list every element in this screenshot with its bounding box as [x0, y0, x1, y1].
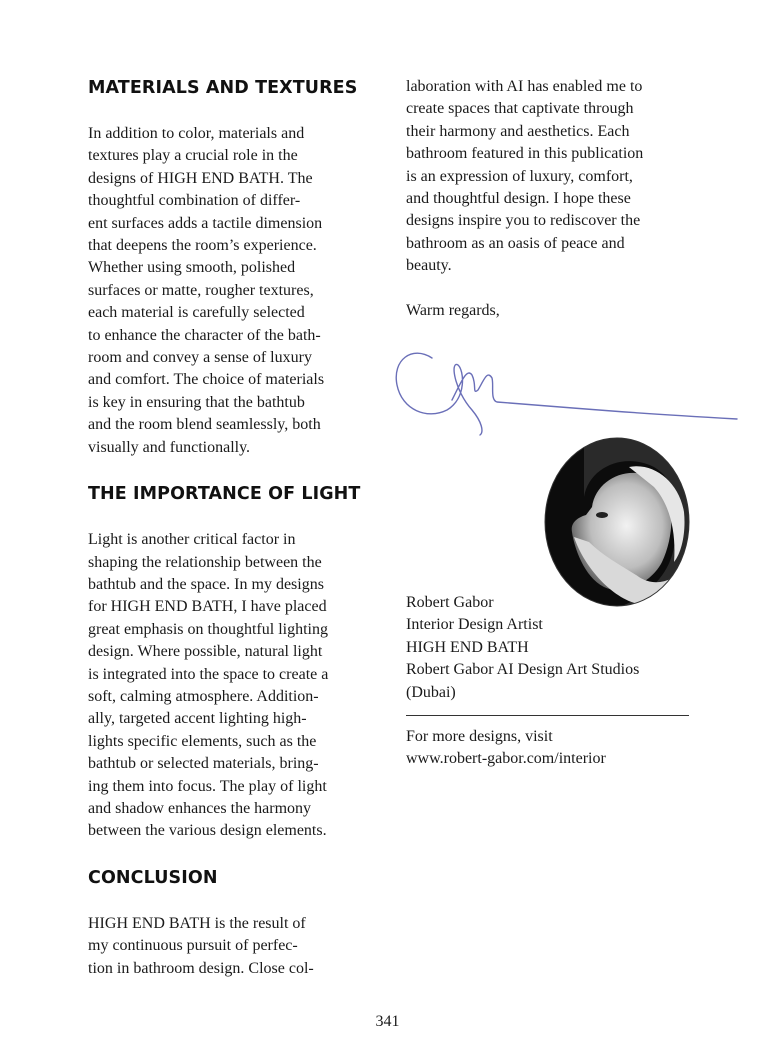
signature-image — [392, 340, 742, 440]
paragraph-conclusion-continued — [406, 76, 696, 278]
text-line: thoughtful combination of differ- — [88, 192, 301, 210]
text-line: visually and functionally. — [88, 438, 251, 456]
text-line: bathtub or selected materials, bring- — [88, 755, 319, 773]
text-line: my continuous pursuit of perfec- — [88, 937, 298, 955]
page-number: 341 — [375, 1013, 400, 1030]
text-line: textures play a crucial role in the — [88, 147, 298, 165]
heading-conclusion: CONCLUSION — [88, 867, 218, 888]
text-line: to enhance the character of the bath- — [88, 326, 321, 344]
text-line: HIGH END BATH is the result of — [88, 914, 306, 932]
more-designs-text: For more designs, visit — [406, 728, 553, 745]
text-line: soft, calming atmosphere. Addition- — [88, 687, 319, 705]
paragraph-conclusion — [88, 913, 373, 980]
text-line: Light is another critical factor in — [88, 531, 296, 549]
text-line: bathroom as an oasis of peace and — [406, 234, 625, 252]
text-line: Whether using smooth, polished — [88, 259, 296, 277]
text-line: bathtub and the space. In my designs — [88, 575, 324, 593]
text-line: and comfort. The choice of materials — [88, 371, 325, 389]
left-column — [88, 76, 373, 980]
text-line: ing them into focus. The play of light — [88, 777, 327, 795]
paragraph-light — [88, 529, 373, 843]
text-line: surfaces or matte, rougher textures, — [88, 281, 314, 299]
text-line: design. Where possible, natural light — [88, 643, 323, 661]
text-line: and shadow enhances the harmony — [88, 799, 312, 817]
text-line: In addition to color, materials and — [88, 125, 305, 142]
text-line: is an expression of luxury, comfort, — [406, 167, 633, 185]
text-line: shaping the relationship between the — [88, 553, 322, 571]
more-designs — [406, 726, 706, 771]
author-brand: HIGH END BATH — [406, 638, 529, 656]
text-line: ally, targeted accent lighting high- — [88, 710, 307, 728]
author-portrait — [544, 437, 690, 607]
divider — [406, 715, 689, 716]
text-line: great emphasis on thoughtful lighting — [88, 620, 328, 638]
right-column — [406, 76, 696, 322]
text-line: between the various design elements. — [88, 822, 327, 840]
text-line: that deepens the room’s experience. — [88, 237, 317, 255]
author-studio: Robert Gabor AI Design Art Studios — [406, 661, 640, 679]
text-line: and thoughtful design. I hope these — [406, 190, 631, 208]
text-line: and the room blend seamlessly, both — [88, 416, 321, 434]
text-line: designs inspire you to rediscover the — [406, 212, 641, 230]
signature-stroke — [396, 353, 737, 435]
heading-light: THE IMPORTANCE OF LIGHT — [88, 484, 361, 505]
author-name: Robert Gabor — [406, 594, 494, 611]
author-contact — [406, 592, 696, 704]
text-line: lights specific elements, such as the — [88, 732, 317, 750]
text-line: tion in bathroom design. Close col- — [88, 959, 314, 977]
text-line: room and convey a sense of luxury — [88, 349, 312, 367]
text-line: designs of HIGH END BATH. The — [88, 169, 313, 187]
text-line: bathroom featured in this publication — [406, 145, 644, 163]
author-location: (Dubai) — [406, 683, 456, 701]
author-title: Interior Design Artist — [406, 616, 543, 634]
paragraph-materials — [88, 123, 373, 459]
closing-text: Warm regards, — [406, 301, 500, 319]
text-line: is integrated into the space to create a — [88, 665, 329, 683]
text-line: their harmony and aesthetics. Each — [406, 122, 630, 140]
text-line: for HIGH END BATH, I have placed — [88, 598, 327, 616]
text-line: ent surfaces adds a tactile dimension — [88, 214, 323, 232]
heading-materials: MATERIALS AND TEXTURES — [88, 78, 358, 98]
text-line: is key in ensuring that the bathtub — [88, 393, 305, 411]
website-link[interactable]: www.robert-gabor.com/interior — [406, 750, 606, 768]
text-line: laboration with AI has enabled me to — [406, 78, 643, 95]
text-line: each material is carefully selected — [88, 304, 305, 322]
text-line: create spaces that captivate through — [406, 100, 634, 118]
text-line: beauty. — [406, 257, 452, 275]
